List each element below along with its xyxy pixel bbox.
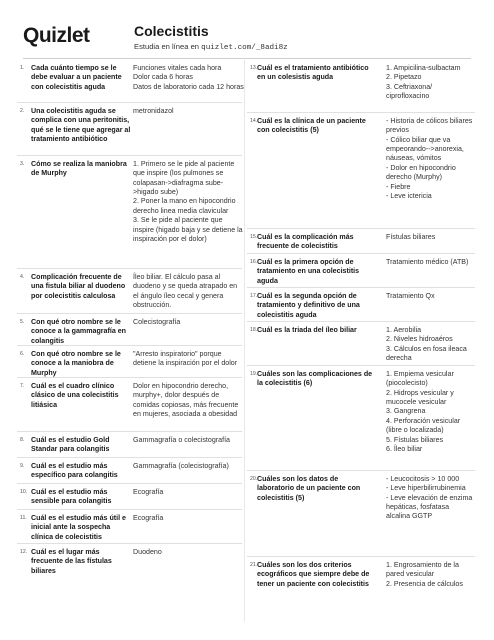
flashcard bbox=[17, 458, 242, 484]
card-term: Con qué otro nombre se le conoce a la maniobra de Murphy bbox=[31, 350, 121, 377]
card-definition: "Arresto inspiratorio" porque detiene la inspiración por el dolor bbox=[133, 350, 238, 368]
card-definition: 1. Aerobilia 2. Niveles hidroaéros 3. Cálculos en fosa ileaca derecha bbox=[386, 326, 467, 363]
card-number: 20. bbox=[250, 476, 258, 482]
card-definition: - Leucocitosis > 10 000 - Leve hiperbilirrubinemia - Leve elevación de enzima hepáticas, fosfatasa alcalina GGTP bbox=[386, 475, 473, 521]
card-term: Cuál es el estudio más específico para colangitis bbox=[31, 462, 118, 480]
card-term: Complicación frecuente de una fistula biliar al duodeno por colecistitis calculosa bbox=[31, 273, 126, 300]
card-definition: Ecografía bbox=[133, 514, 164, 522]
card-term: Cada cuánto tiempo se le debe evaluar a un paciente con colecistitis aguda bbox=[31, 64, 122, 91]
card-definition: 1. Ampicilina-sulbactam 2. Pipetazo 3. Ceftriaxona/ ciprofloxacino bbox=[386, 64, 461, 101]
subtitle-prefix: Estudia en línea en bbox=[134, 42, 202, 51]
card-definition: Dolor en hipocondrio derecho, murphy+, dolor después de comidas copiosas, más frecuente en mujeres, asociada a obesidad bbox=[133, 382, 239, 419]
flashcard bbox=[247, 60, 475, 113]
card-term: Cuáles son los datos de laboratorio de un paciente con colecistitis (5) bbox=[257, 475, 361, 502]
card-definition: Duodeno bbox=[133, 548, 162, 556]
card-definition: Gammagrafía (colecistografía) bbox=[133, 462, 229, 470]
card-term: Cuál es la triada del íleo biliar bbox=[257, 326, 357, 334]
page-header bbox=[23, 22, 471, 56]
card-number: 18. bbox=[250, 327, 258, 333]
card-number: 21. bbox=[250, 562, 258, 568]
card-definition: Ecografía bbox=[133, 488, 164, 496]
flashcard bbox=[247, 471, 475, 557]
flashcard bbox=[17, 314, 242, 346]
flashcard bbox=[17, 484, 242, 510]
page-title: Colecistitis bbox=[134, 23, 209, 39]
page-subtitle bbox=[134, 42, 288, 52]
card-term: Cuál es el tratamiento antibiótico en un colesistis aguda bbox=[257, 64, 369, 82]
card-number: 15. bbox=[250, 234, 258, 240]
card-term: Cuál es la segunda opción de tratamiento y definitivo de una colecistitis aguda bbox=[257, 292, 360, 319]
card-term: Cuáles son las complicaciones de la colecistitis (6) bbox=[257, 370, 373, 388]
card-number: 1. bbox=[20, 65, 25, 71]
card-definition: Tratamiento médico (ATB) bbox=[386, 258, 469, 266]
card-definition: Gammagrafía o colecistografía bbox=[133, 436, 230, 444]
card-definition: 1. Empiema vesicular (piocolecisto) 2. Hidrops vesicular y mucocele vesicular 3. Gangrena 4. Perforación vesicular (libre o localizada) 5. Fístulas biliares 6. Íleo biliar bbox=[386, 370, 461, 453]
card-term: Cuál es el estudio más sensible para colangitis bbox=[31, 488, 112, 506]
card-number: 6. bbox=[20, 351, 25, 357]
flashcard bbox=[247, 557, 475, 607]
card-definition: 1. Engrosamiento de la pared vesicular 2. Presencia de cálculos bbox=[386, 561, 463, 588]
flashcard bbox=[17, 346, 242, 378]
card-number: 3. bbox=[20, 161, 25, 167]
flashcard bbox=[17, 269, 242, 314]
card-number: 5. bbox=[20, 319, 25, 325]
card-number: 13. bbox=[250, 65, 258, 71]
card-definition: metronidazol bbox=[133, 107, 174, 115]
flashcard bbox=[247, 254, 475, 288]
flashcard bbox=[247, 322, 475, 366]
card-term: Cuál es el estudio Gold Standar para colangitis bbox=[31, 436, 110, 454]
flashcard bbox=[17, 103, 242, 156]
card-term: Cuál es el estudio más útil e inicial ante la sospecha clínica de colecistitis bbox=[31, 514, 127, 541]
card-definition: - Historia de cólicos biliares previos - Cólico biliar que va empeorando-->anorexia, náuseas, vómitos - Dolor en hipocondrio derecho (Murphy) - Fiebre - Leve ictericia bbox=[386, 117, 473, 200]
card-term: Con qué otro nombre se le conoce a la gammagrafía en colangitis bbox=[31, 318, 127, 345]
flashcard bbox=[17, 60, 242, 103]
quizlet-logo[interactable]: Quizlet bbox=[23, 24, 90, 47]
flashcard bbox=[247, 366, 475, 471]
flashcard bbox=[17, 378, 242, 432]
card-definition: Colecistografía bbox=[133, 318, 181, 326]
subtitle-url[interactable]: quizlet.com/_8adi8z bbox=[201, 44, 288, 52]
card-number: 8. bbox=[20, 437, 25, 443]
card-number: 10. bbox=[20, 489, 28, 495]
card-term: Cuál es la primera opción de tratamiento en una colecistitis aguda bbox=[257, 258, 360, 285]
flashcard bbox=[247, 113, 475, 229]
column-divider bbox=[244, 60, 245, 622]
card-definition: Fístulas biliares bbox=[386, 233, 436, 241]
flashcard bbox=[17, 156, 242, 269]
card-definition: Tratamiento Qx bbox=[386, 292, 435, 300]
card-number: 17. bbox=[250, 293, 258, 299]
right-column bbox=[247, 60, 475, 607]
card-number: 4. bbox=[20, 274, 25, 280]
card-term: Cómo se realiza la maniobra de Murphy bbox=[31, 160, 127, 178]
card-number: 14. bbox=[250, 118, 258, 124]
card-term: Cuáles son los dos criterios ecográficos que siempre debe de tener un paciente con colecistitis bbox=[257, 561, 370, 588]
card-number: 12. bbox=[20, 549, 28, 555]
card-term: Cuál es la complicación más frecuente de colecistitis bbox=[257, 233, 354, 251]
flashcard bbox=[247, 229, 475, 254]
flashcard bbox=[247, 288, 475, 322]
card-number: 7. bbox=[20, 383, 25, 389]
card-definition: Íleo biliar. El cálculo pasa al duodeno y se queda atrapado en el ángulo íleo cecal y genera obstrucción. bbox=[133, 273, 238, 310]
card-number: 9. bbox=[20, 463, 25, 469]
card-definition: 1. Primero se le pide al paciente que inspire (los pulmones se colapasan->diafragma sube->higado sube) 2. Poner la mano en hipocondrio derecho linea media clavicular 3. Se le pide al paciente que inspire (higado baja y se detiene la inspiración por el dolor) bbox=[133, 160, 243, 243]
card-number: 2. bbox=[20, 108, 25, 114]
card-term: Cuál es el lugar más frecuente de las fístulas biliares bbox=[31, 548, 112, 575]
card-term: Una colecistitis aguda se complica con una peritonitis, qué se le tiene que agregar al tratamiento antibiótico bbox=[31, 107, 131, 144]
card-number: 19. bbox=[250, 371, 258, 377]
header-divider bbox=[23, 58, 471, 59]
card-term: Cuál es la clínica de un paciente con colecistitis (5) bbox=[257, 117, 366, 135]
card-term: Cuál es el cuadro clínico clásico de una colecistitis litiásica bbox=[31, 382, 119, 409]
card-number: 11. bbox=[20, 515, 27, 521]
flashcard bbox=[17, 432, 242, 458]
card-definition: Funciones vitales cada hora Dolor cada 6 horas Datos de laboratorio cada 12 horas bbox=[133, 64, 244, 91]
flashcard bbox=[17, 510, 242, 544]
left-column bbox=[17, 60, 242, 577]
card-number: 16. bbox=[250, 259, 258, 265]
flashcard bbox=[17, 544, 242, 577]
